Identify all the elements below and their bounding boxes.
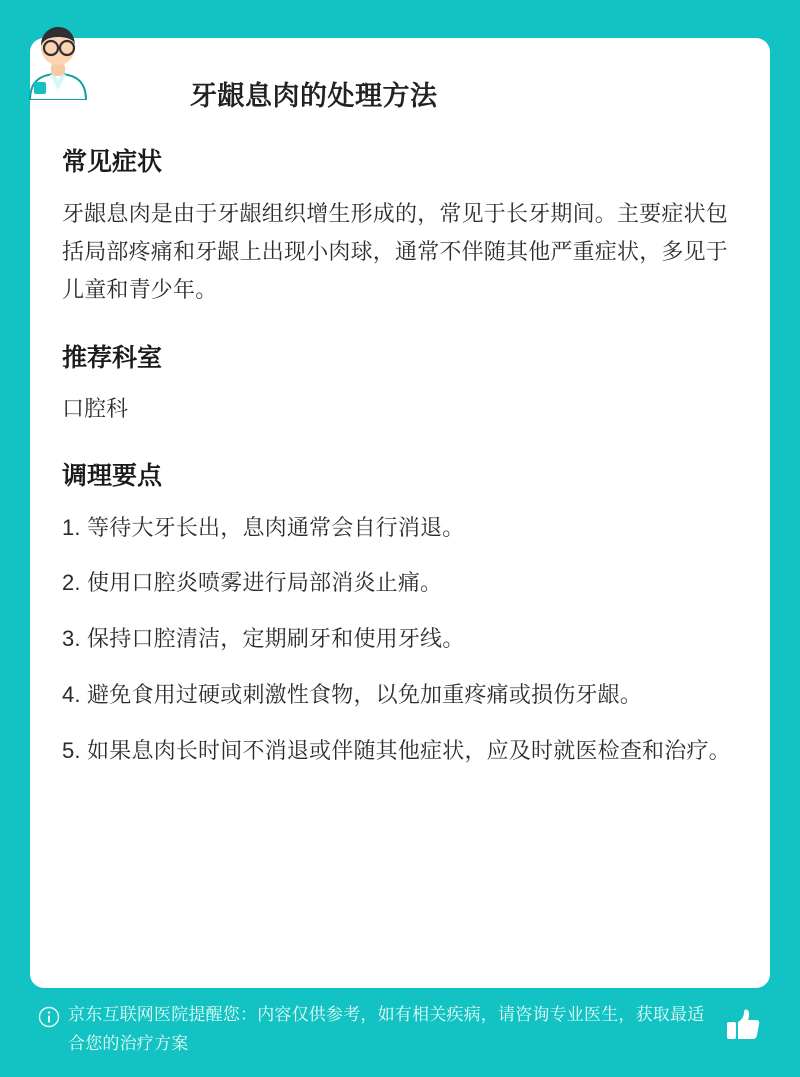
care-tips-list (62, 509, 738, 770)
list-item: 1. 等待大牙长出，息肉通常会自行消退。 (62, 514, 465, 540)
thumbs-up-icon[interactable] (722, 1004, 764, 1046)
list-item: 2. 使用口腔炎喷雾进行局部消炎止痛。 (62, 570, 443, 596)
section-body-symptoms: 牙龈息肉是由于牙龈组织增生形成的，常见于长牙期间。主要症状包括局部疼痛和牙龈上出现小肉球，通常不伴随其他严重症状，多见于儿童和青少年。 (62, 200, 729, 302)
section-department (62, 342, 738, 426)
list-item: 3. 保持口腔清洁，定期刷牙和使用牙线。 (62, 626, 465, 652)
section-symptoms (62, 146, 738, 308)
list-item: 4. 避免食用过硬或刺激性食物，以免加重疼痛或损伤牙龈。 (62, 682, 643, 708)
section-heading-symptoms: 常见症状 (62, 148, 163, 177)
footer-disclaimer-bar (30, 1000, 770, 1060)
list-item: 5. 如果息肉长时间不消退或伴随其他症状，应及时就医检查和治疗。 (62, 737, 731, 763)
section-body-department: 口腔科 (62, 395, 129, 421)
section-heading-department: 推荐科室 (62, 344, 163, 373)
doctor-avatar-icon (22, 20, 94, 100)
footer-disclaimer-text: 京东互联网医院提醒您：内容仅供参考，如有相关疾病，请咨询专业医生，获取最适合您的治疗方案 (68, 1004, 705, 1054)
section-heading-care-tips: 调理要点 (62, 462, 163, 491)
info-circle-icon (38, 1006, 60, 1028)
page-title: 牙龈息肉的处理方法 (190, 81, 438, 111)
section-care-tips (62, 460, 738, 770)
content-card (30, 38, 770, 988)
